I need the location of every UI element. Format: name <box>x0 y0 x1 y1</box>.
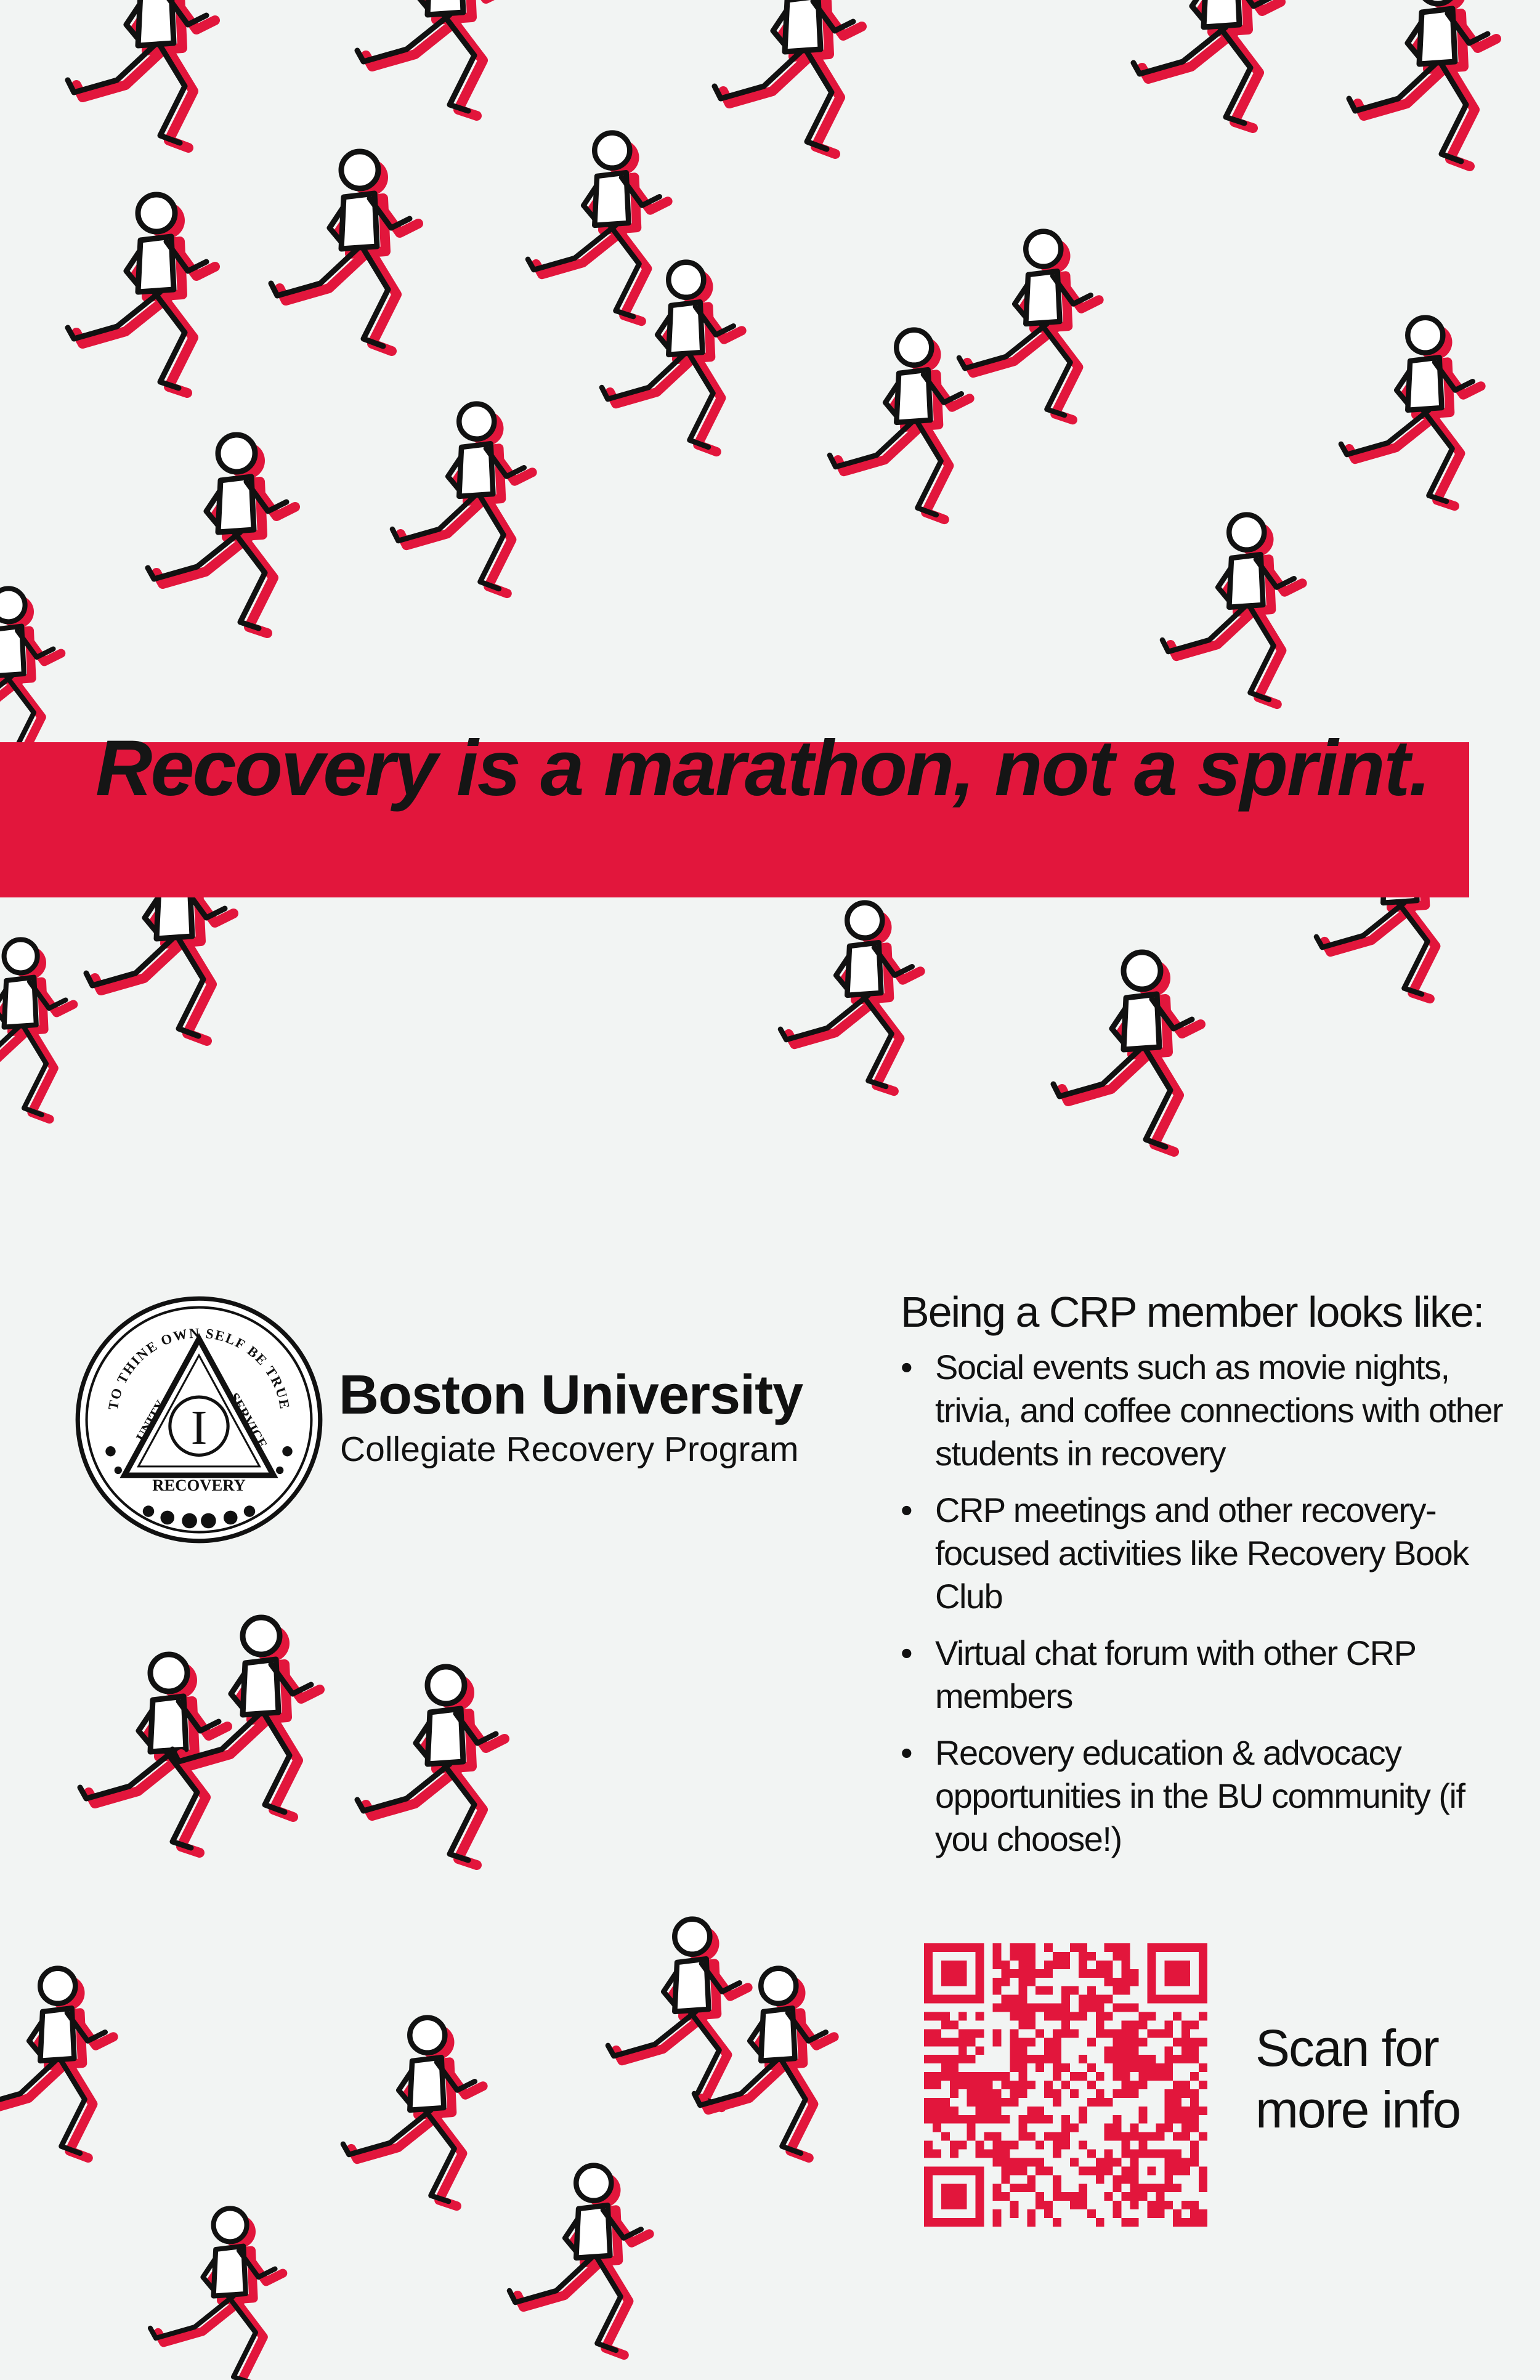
runner-figure <box>148 435 295 633</box>
benefit-item: • Recovery education & advocacy opportunities in the BU community (if you choose!) <box>901 1731 1523 1861</box>
runner-figure <box>1053 952 1201 1152</box>
runner-figure <box>1133 0 1281 128</box>
runner-figure <box>715 0 862 154</box>
runner-figure <box>0 939 73 1119</box>
medallion-numeral: I <box>190 1400 208 1455</box>
medallion-bottom-text: RECOVERY <box>152 1475 246 1494</box>
benefit-item: • Virtual chat forum with other CRP members <box>901 1632 1523 1718</box>
benefits-section <box>901 1284 1523 1874</box>
runner-figure <box>68 195 215 393</box>
runner-figure <box>357 1667 505 1865</box>
benefit-item: • Social events such as movie nights, trivia, and coffee connections with other students in recovery <box>901 1346 1523 1475</box>
medallion-unity: UNITY <box>132 1397 169 1444</box>
runner-figure <box>150 2208 283 2380</box>
qr-code-icon[interactable] <box>924 1943 1207 2227</box>
scan-for-more-info: Scan for more info <box>1255 2019 1461 2139</box>
headline-rest: is a marathon, not a sprint. <box>436 724 1430 812</box>
runner-figure <box>1349 0 1496 166</box>
program-name: Collegiate Recovery Program <box>340 1430 799 1469</box>
runner-figure <box>0 588 61 767</box>
runner-figure <box>343 2018 483 2206</box>
headline-emphasis: Recovery <box>95 724 436 812</box>
runner-figure <box>1341 318 1481 506</box>
runner-figure <box>509 2166 649 2355</box>
runner-figure <box>392 404 532 594</box>
recovery-medallion-icon <box>73 1293 325 1546</box>
runner-figure <box>780 903 920 1091</box>
runner-figure <box>528 133 668 322</box>
medallion-top-text: TO THINE OWN SELF BE TRUE <box>105 1325 293 1411</box>
medallion-service: SERVICE <box>226 1390 270 1451</box>
organization-name: Boston University <box>339 1364 803 1426</box>
benefit-item: • CRP meetings and other recovery-focused activities like Recovery Book Club <box>901 1489 1523 1618</box>
runner-figure <box>271 152 418 351</box>
runner-figure <box>1162 515 1302 705</box>
runner-figure <box>608 1919 748 2108</box>
runner-figure <box>830 330 970 520</box>
runner-figure <box>68 0 215 148</box>
runner-figure <box>959 232 1099 420</box>
headline <box>95 719 1512 818</box>
runner-figure <box>0 1969 113 2158</box>
runner-figure <box>357 0 505 116</box>
benefits-heading: Being a CRP member looks like: <box>901 1288 1484 1336</box>
benefits-list <box>901 1346 1523 1861</box>
